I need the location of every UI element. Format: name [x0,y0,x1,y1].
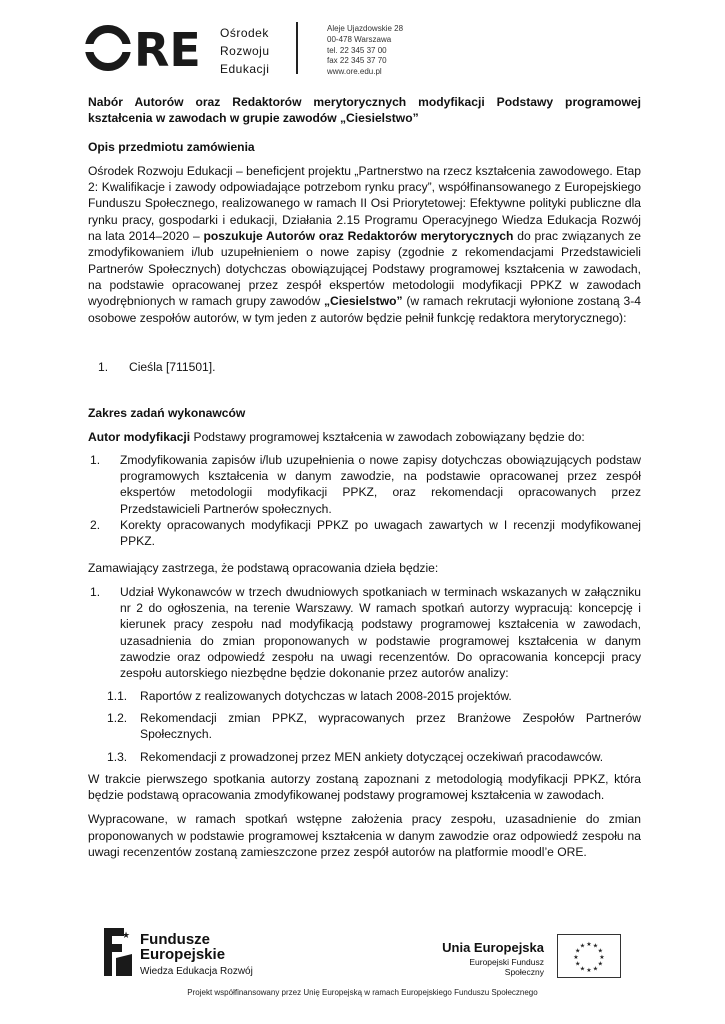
eu-star-icon: ★ [599,954,605,961]
profession-item [88,359,641,375]
address-phone: tel. 22 345 37 00 [327,45,387,55]
profession-list [88,359,641,375]
section-heading-opis: Opis przedmiotu zamówienia [88,139,255,154]
sub-num: 1.2. [107,710,128,725]
letterhead [84,18,484,82]
task-num: 1. [90,452,101,467]
sub-text: Rekomendacji zmian PPKZ, wypracowanych przez Branżowe Zespołów Partnerów Społecznych. [140,710,641,742]
sub-text: Rekomendacji z prowadzonej przez MEN ankiety dotyczącej oczekiwań pracodawców. [140,749,604,764]
institution-line-1: Ośrodek [220,26,269,40]
autor-bold: Autor modyfikacji [88,430,191,445]
intro-text-2: do prac związanych ze zmodyfikowaniem i/lub uzupełnieniem o nowe zapisy (zgodnie z rekomendacjami Przedstawicieli Partnerów Społecznych) dotychczas obowiązującej Podstawy programowej kształcenia w zawodach, na podstawie opracowanej przez zespół ekspertów metodologii modyfikacji PPKZ w zawodach wyodrębnionych w ramach grupy zawodów [88,229,641,309]
eu-text [432,940,544,977]
eu-star-icon: ★ [597,947,603,955]
task-item [88,452,641,517]
eu-star-icon: ★ [579,965,586,973]
eu-flag-icon [557,934,621,978]
sub-item [88,749,641,765]
fundusze-europejskie-logo-icon [100,924,136,980]
svg-text:RE: RE [134,23,201,74]
sub-item [88,710,641,743]
autor-paragraph [88,429,641,445]
institution-line-2: Rozwoju [220,44,270,58]
fundusze-europejskie-text [140,932,253,978]
institution-address [327,24,403,78]
footer-logos [0,918,725,988]
task-text: Korekty opracowanych modyfikacji PPKZ po uwagach zawartych w I recenzji modyfikowanej PPKZ. [120,517,641,549]
paragraph-wypracowane: Wypracowane, w ramach spotkań wstępne założenia pracy zespołu, uzasadnienie do zmian proponowanych w podstawie programowej kształcenia w danym zawodzie oraz odpowiedź zespołu na uwagi recenzentów zostaną zamieszczone przez zespół autorów na platformie moodl’e ORE. [88,812,641,859]
task-text: Zmodyfikowania zapisów i/lub uzupełnienia o nowe zapisy dotychczas obowiązujących podstaw programowych kształcenia w danym zawodzie, na podstawie opracowanej przez zespół ekspertów metodologii modyfikacji PPKZ, oraz rekomendacji opracowanych przez Przedstawicieli Partnerów społecznych. [120,452,641,516]
address-city: 00-478 Warszawa [327,34,392,44]
sub-item [88,688,641,704]
header-divider [296,22,298,74]
fe-subtitle: Wiedza Edukacja Rozwój [140,966,253,977]
eu-title: Unia Europejska [442,940,544,955]
eu-star-icon: ★ [575,960,581,968]
eu-subtitle: Europejski Fundusz Społeczny [469,957,544,977]
eu-star-icon: ★ [573,954,579,961]
eu-star-icon: ★ [592,965,599,973]
basis-item [88,584,641,765]
fe-title-1: Fundusze [140,931,210,948]
zastrzega-paragraph: Zamawiający zastrzega, że podstawą opracowania dzieła będzie: [88,560,439,575]
eu-star-icon: ★ [575,947,581,955]
svg-text:★: ★ [122,931,131,941]
intro-paragraph [88,163,641,326]
address-fax: fax 22 345 37 70 [327,56,387,66]
ore-logo [84,22,206,74]
task-item [88,517,641,550]
sub-text: Raportów z realizowanych dotychczas w latach 2008-2015 projektów. [140,688,512,703]
task-num: 2. [90,517,101,532]
basis-list [88,584,641,765]
sub-num: 1.1. [107,688,128,703]
intro-text-3: (w ramach rekrutacji wyłonione zostaną 3-4 osobowe zespołów autorów, w tym jeden z autorów będzie pełnił funkcję redaktora merytorycznego): [88,294,641,325]
analysis-sublist [88,688,641,765]
autor-rest: Podstawy programowej kształcenia w zawodach zobowiązany będzie do: [190,430,585,445]
intro-bold-2: „Ciesielstwo” [323,294,403,309]
basis-num: 1. [90,584,101,599]
eu-star-icon: ★ [586,941,592,948]
eu-star-icon: ★ [597,960,603,968]
basis-text: Udział Wykonawców w trzech dwudniowych spotkaniach w terminach wskazanych w załączniku nr 2 do ogłoszenia, na terenie Warszawy. W ramach spotkań autorzy wypracują: koncepcję i kierunek pracy zespołu nad modyfikacją podstawy programowej kształcenia w zawodach, uzasadnienia do zmian proponowanych w podstawie programowej kształcenia w danym zawodzie oraz odpowiedź zespołu na uwagi recenzentów. Do opracowania koncepcji pracy zespołu autorskiego niezbędne będzie dokonanie przez autorów analizy: [120,584,641,681]
eu-star-icon: ★ [586,967,592,974]
fe-title-2: Europejskie [140,946,226,963]
address-street: Aleje Ujazdowskie 28 [327,24,404,33]
document-title: Nabór Autorów oraz Redaktorów merytorycznych modyfikacji Podstawy programowej kształcenia w zawodach w grupie zawodów „Ciesielstwo” [88,95,641,126]
profession-num: 1. [98,359,109,374]
institution-name [220,24,270,78]
document-body [88,94,641,860]
eu-star-icon: ★ [592,942,599,950]
task-list [88,452,641,550]
institution-line-3: Edukacji [220,62,270,76]
sub-num: 1.3. [107,749,128,764]
eu-star-icon: ★ [579,942,586,950]
intro-bold-1: poszukuje Autorów oraz Redaktorów merytorycznych [203,229,514,244]
section-heading-zakres: Zakres zadań wykonawców [88,406,246,421]
address-website: www.ore.edu.pl [327,67,382,77]
profession-text: Cieśla [711501]. [129,359,216,374]
paragraph-trakcie: W trakcie pierwszego spotkania autorzy zostaną zapoznani z metodologią modyfikacji PPKZ, która będzie podstawą opracowania zmodyfikowanej podstawy programowej kształcenia w zawodach. [88,771,641,803]
intro-text-1: Ośrodek Rozwoju Edukacji – beneficjent projektu „Partnerstwo na rzecz kształcenia zawodowego. Etap 2: Kwalifikacje i zawody odpowiadające potrzebom rynku pracy”, współfinansowanego z Europejskiego Funduszu Społecznego, realizowanego w ramach II Osi Priorytetowej: Efektywne polityki publiczne dla rynku pracy, gospodarki i edukacji, Działania 2.15 Programu Operacyjnego Wiedza Edukacja Rozwój na lata 2014–2020 – [88,163,641,244]
funding-footnote: Projekt współfinansowany przez Unię Europejską w ramach Europejskiego Funduszu Społecznego [187,988,538,997]
